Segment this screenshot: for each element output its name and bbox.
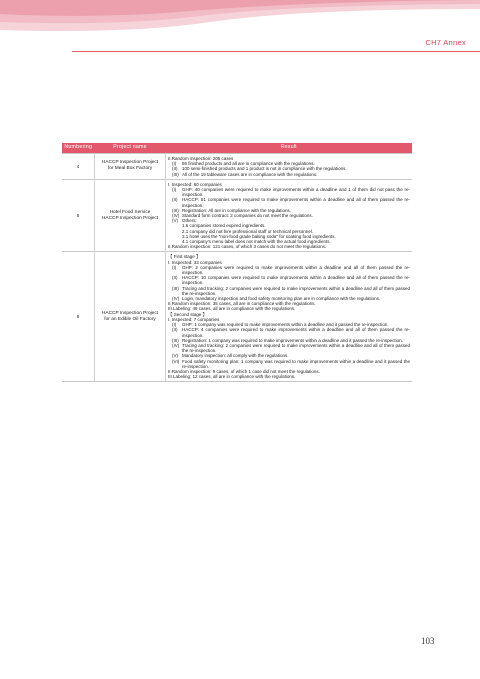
result-line: I. Inspected: 7 companies [168, 316, 220, 322]
result-line: I. Inspected: 33 companies [168, 259, 222, 265]
result-item-text: All of the 19 tableware cases are in compliance with the regulations. [182, 171, 318, 177]
result-item [168, 343, 410, 353]
result-item-text: GHP: 1 company was required to make improvements within a deadline and it passed the re-inspection. [182, 322, 389, 328]
result-item-marker: (II) [172, 327, 178, 333]
result-item-text: GHP: 2 companies were required to make improvements within a deadline and all of them passed the re-inspection. [182, 264, 410, 276]
result-item [168, 286, 410, 296]
project-name-line: HACCP Inspection Project [101, 215, 159, 221]
result-item-text: Mandatory inspection: all comply with the regulations. [182, 353, 289, 359]
result-item-marker: (II) [172, 166, 178, 172]
result-item-text: Registration: 1 company was required to make improvements within a deadline and it passed the re-inspection. [182, 337, 403, 343]
result-item-marker: (IV) [172, 213, 180, 219]
result-item [168, 327, 410, 337]
project-name-line: for Meal Box Factory [107, 166, 153, 172]
cell-result [166, 252, 413, 382]
result-line: III.Labeling: 12 cases, all are in compliance with the regulations. [168, 374, 296, 380]
result-line: III.Labeling: 48 cases, all are in compliance with the regulations. [168, 306, 296, 312]
column-header-project-name: Project name [95, 143, 166, 154]
result-item [168, 172, 410, 177]
result-item-marker: (V) [172, 218, 178, 224]
result-line: 【 Second stage 】 [168, 311, 208, 317]
project-name-line: for an Edible Oil Factory [104, 316, 156, 322]
project-name-line: Hotel Food Service [109, 209, 151, 215]
result-item-marker: (IV) [172, 342, 180, 348]
result-item-text: Standard form contract: 2 companies do not meet the regulations. [182, 213, 313, 219]
project-name-line: HACCP Inspection Project [101, 160, 159, 166]
result-item-text: HACCP: 10 companies were required to make improvements within a deadline and all of them passed the re-inspection. [182, 275, 410, 286]
result-item-text: Others: [182, 218, 197, 224]
cell-project-name [95, 154, 166, 180]
result-line: II.Random inspection: 9 cases, of which 1 case did not meet the regulations. [168, 368, 320, 374]
cell-project-name [95, 252, 166, 382]
result-item-marker: (III) [172, 207, 179, 213]
result-item-text: Registration: All are in compliance with the regulations. [182, 207, 292, 213]
result-item [168, 265, 410, 275]
result-line: II.Random inspection: 35 cases, all are in compliance with the regulations. [168, 301, 316, 307]
result-item-marker: (V) [172, 353, 178, 359]
result-item-marker: (I) [172, 161, 177, 167]
result-item-marker: (III) [172, 285, 179, 291]
table-row [62, 252, 412, 382]
result-item-text: HACCP: 4 companies were required to make improvements within a deadline and all of them passed the re-inspection. [182, 327, 410, 338]
result-item-marker: (I) [172, 187, 177, 193]
cell-numbering: 6 [62, 252, 95, 382]
result-line: I. Inspected: 60 companies [168, 181, 222, 187]
result-item-text: Tracing and tracking: 2 companies were required to make improvements within a deadline and all of them passed the re-inspection. [182, 285, 410, 296]
cell-result [166, 154, 413, 180]
header-rule [72, 51, 480, 52]
result-item [168, 197, 410, 207]
result-sub-line: 2.1 company did not hire professional staff or technical personnel. [182, 228, 313, 234]
table-header-row [62, 143, 412, 154]
result-item-text: HACCP: 51 companies were required to make improvements within a deadline and all of them passed the re-inspection. [182, 197, 410, 208]
result-line: II.Random inspection: 121 cases, of which 3 cases do not meet the regulations. [168, 244, 327, 250]
cell-numbering: 5 [62, 179, 95, 252]
result-item-text: Login, mandatory inspection and food safety monitoring plan are in compliance with the regulations. [182, 296, 381, 302]
result-sub-line: 3.1 hotel uses the "non-food grade baking soda" for soaking food ingredients. [182, 233, 336, 239]
result-item-marker: (I) [172, 264, 177, 270]
header-decoration [0, 0, 480, 70]
result-item-text: GHP: 40 companies were required to make improvements within a deadline and 1 of them did not pass the re-inspection. [182, 187, 410, 198]
page-number: 103 [421, 636, 435, 646]
chapter-annex-label: CH7 Annex [425, 38, 466, 47]
result-item-text: 100 semi-finished products and 1 product is not in compliance with the regulations. [182, 166, 347, 172]
result-item [168, 275, 410, 285]
column-header-result: Result [166, 143, 413, 154]
table-row [62, 154, 412, 180]
result-item [168, 187, 410, 197]
result-sub-line: 1.6 companies stored expired ingredients. [182, 223, 266, 229]
column-header-numbering: Numbering [62, 143, 95, 154]
result-item [168, 359, 410, 369]
cell-numbering: 4 [62, 154, 95, 180]
result-sub-line: 4.1 company's menu label does not match with the actual food ingredients. [182, 239, 331, 245]
result-line: 【 First stage 】 [168, 254, 201, 260]
result-item-marker: (I) [172, 322, 177, 328]
result-item-text: 86 finished products and all are in compliance with the regulations. [182, 161, 315, 167]
cell-result [166, 179, 413, 252]
cell-project-name [95, 179, 166, 252]
project-name-line: HACCP Inspection Project [101, 310, 159, 316]
result-item-marker: (VI) [172, 358, 180, 364]
result-item-marker: (II) [172, 275, 178, 281]
result-item-marker: (III) [172, 337, 179, 343]
result-item-marker: (III) [172, 171, 179, 177]
results-table [62, 143, 412, 382]
result-item-marker: (IV) [172, 296, 180, 302]
table-row [62, 179, 412, 252]
result-item-text: Tracing and tracking: 2 companies were required to make improvements within a deadline and all of them passed the re-inspection. [182, 342, 410, 354]
result-line: II.Random inspection: 205 cases [168, 156, 234, 161]
result-item-text: Food safety monitoring plan: 1 company was required to make improvements within a deadline and it passed the re-inspection. [182, 358, 410, 369]
result-item-marker: (II) [172, 197, 178, 203]
